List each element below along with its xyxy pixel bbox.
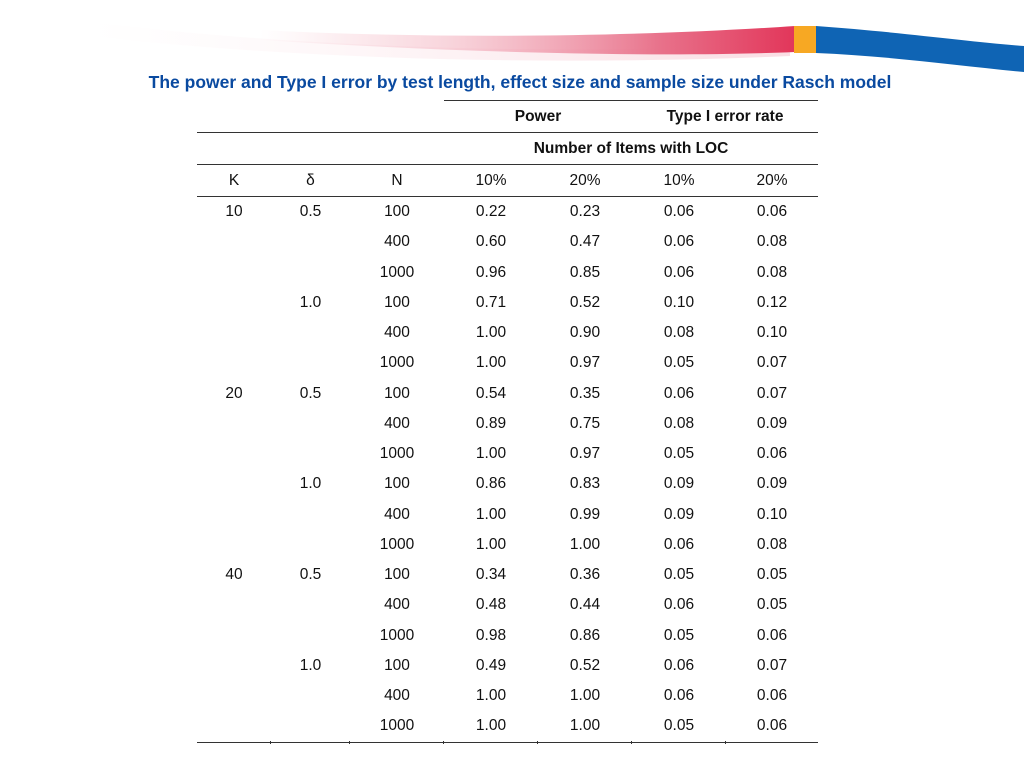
- header-blank: [197, 101, 444, 133]
- column-header: N: [350, 165, 444, 197]
- column-header: 10%: [444, 165, 538, 197]
- table-cell: 1.0: [299, 293, 322, 311]
- table-row: [197, 500, 818, 530]
- table-cell: 40: [225, 566, 243, 584]
- table-cell: 1.00: [538, 711, 632, 742]
- column-header: δ: [271, 165, 350, 197]
- table-row: [197, 288, 818, 318]
- table-cell: [271, 439, 350, 469]
- table-cell: [271, 681, 350, 711]
- table-cell: 0.08: [756, 535, 788, 553]
- table-cell: 0.06: [756, 626, 788, 644]
- table-cell: 1.00: [444, 711, 538, 742]
- table-row: [197, 197, 818, 228]
- table-cell: 0.22: [475, 203, 507, 221]
- table-cell: 0.06: [663, 596, 695, 614]
- table-cell: [197, 288, 271, 318]
- results-table: [197, 100, 818, 743]
- table-cell: 0.99: [569, 505, 601, 523]
- table-cell: [271, 530, 350, 560]
- table-cell: 1.00: [475, 354, 507, 372]
- table-cell: [197, 409, 271, 439]
- table-row: [197, 409, 818, 439]
- table-cell: 400: [384, 233, 410, 251]
- table-cell: 0.44: [569, 596, 601, 614]
- table-cell: 400: [384, 505, 410, 523]
- table-cell: 100: [384, 293, 410, 311]
- table-cell: 0.06: [663, 263, 695, 281]
- table-cell: 0.06: [756, 203, 788, 221]
- table-cell: 0.36: [569, 566, 601, 584]
- power-header: Power: [444, 101, 632, 133]
- table-cell: 0.5: [299, 566, 322, 584]
- table-cell: 0.06: [726, 711, 818, 742]
- table-cell: 0.05: [663, 626, 695, 644]
- table-cell: [271, 318, 350, 348]
- table-cell: 1000: [379, 535, 415, 553]
- table-cell: 0.09: [663, 505, 695, 523]
- table-cell: 0.98: [475, 626, 507, 644]
- table-cell: 0.75: [569, 414, 601, 432]
- column-divider-tick: [537, 741, 538, 744]
- table-cell: 0.52: [569, 656, 601, 674]
- table-cell: 0.89: [475, 414, 507, 432]
- table-cell: [197, 439, 271, 469]
- table-cell: [197, 318, 271, 348]
- subheader-blank: [197, 133, 444, 165]
- table-cell: 0.05: [663, 566, 695, 584]
- column-divider-tick: [349, 741, 350, 744]
- table-cell: 1000: [350, 711, 444, 742]
- table-cell: [197, 500, 271, 530]
- table-cell: 0.07: [756, 354, 788, 372]
- table-cell: 0.05: [756, 566, 788, 584]
- table-cell: 0.05: [663, 445, 695, 463]
- table-cell: 0.05: [663, 354, 695, 372]
- column-header: K: [197, 165, 271, 197]
- column-header: 10%: [632, 165, 726, 197]
- table-row: [197, 560, 818, 590]
- table-cell: 1000: [379, 626, 415, 644]
- table-cell: 0.06: [756, 687, 788, 705]
- column-divider-tick: [270, 741, 271, 744]
- table-cell: [197, 621, 271, 651]
- table-cell: [197, 711, 271, 742]
- table-cell: 0.06: [663, 203, 695, 221]
- table-cell: 0.85: [569, 263, 601, 281]
- table-cell: 0.05: [632, 711, 726, 742]
- table-cell: 0.12: [756, 293, 788, 311]
- banner-blue-band: [816, 26, 1024, 72]
- table-cell: 0.09: [756, 414, 788, 432]
- table-cell: 400: [384, 687, 410, 705]
- type1-error-header: Type I error rate: [632, 101, 818, 133]
- table-cell: 100: [384, 566, 410, 584]
- table-row: [197, 379, 818, 409]
- table-cell: 0.10: [756, 505, 788, 523]
- table-row: [197, 530, 818, 560]
- table-cell: 0.09: [756, 475, 788, 493]
- table-cell: 0.05: [756, 596, 788, 614]
- table-cell: 0.06: [756, 445, 788, 463]
- table-cell: 0.97: [569, 445, 601, 463]
- table-cell: 1000: [379, 354, 415, 372]
- table-cell: 1.00: [475, 505, 507, 523]
- table-cell: 0.5: [299, 384, 322, 402]
- table-cell: [271, 500, 350, 530]
- table-cell: 0.08: [663, 324, 695, 342]
- table-cell: 0.54: [475, 384, 507, 402]
- table-cell: 400: [384, 414, 410, 432]
- table-cell: 0.90: [569, 324, 601, 342]
- table-cell: [197, 227, 271, 257]
- table-cell: [271, 711, 350, 742]
- table-cell: 20: [225, 384, 243, 402]
- table-cell: [197, 258, 271, 288]
- table-cell: 0.06: [663, 535, 695, 553]
- table-cell: 0.10: [663, 293, 695, 311]
- table-cell: [197, 530, 271, 560]
- table-cell: 0.06: [663, 656, 695, 674]
- table-cell: 1.0: [299, 475, 322, 493]
- table-row: [197, 318, 818, 348]
- table-cell: 0.48: [475, 596, 507, 614]
- table-cell: [197, 590, 271, 620]
- table-cell: 0.5: [299, 203, 322, 221]
- table-cell: 0.49: [475, 656, 507, 674]
- table-cell: 0.86: [475, 475, 507, 493]
- table-cell: 0.07: [756, 656, 788, 674]
- table-cell: [197, 651, 271, 681]
- table-cell: 400: [384, 596, 410, 614]
- table-row: [197, 439, 818, 469]
- table-cell: 1.00: [475, 687, 507, 705]
- table-cell: 0.08: [663, 414, 695, 432]
- table-cell: 10: [225, 203, 243, 221]
- table-cell: 0.06: [663, 687, 695, 705]
- table-cell: 0.96: [475, 263, 507, 281]
- subheader-row: [197, 133, 818, 165]
- table-row: [197, 651, 818, 681]
- table-cell: 0.97: [569, 354, 601, 372]
- table-row: [197, 227, 818, 257]
- column-header: 20%: [726, 165, 818, 197]
- table-row: [197, 681, 818, 711]
- header-banner: [0, 0, 1024, 80]
- table-cell: 0.86: [569, 626, 601, 644]
- items-with-loc-header: Number of Items with LOC: [444, 133, 818, 165]
- table-cell: 0.09: [663, 475, 695, 493]
- banner-orange-block: [794, 26, 816, 53]
- table-cell: 100: [384, 203, 410, 221]
- table-cell: 0.06: [663, 384, 695, 402]
- table-cell: 0.06: [663, 233, 695, 251]
- table-cell: 0.71: [475, 293, 507, 311]
- table-cell: 1000: [379, 445, 415, 463]
- table-cell: 0.08: [756, 233, 788, 251]
- table-cell: 1.0: [299, 656, 322, 674]
- table-cell: 1.00: [475, 535, 507, 553]
- table-cell: 1.00: [569, 535, 601, 553]
- column-divider-tick: [725, 741, 726, 744]
- table-cell: [271, 227, 350, 257]
- table-cell: 0.10: [756, 324, 788, 342]
- table-cell: [271, 409, 350, 439]
- column-divider-tick: [443, 741, 444, 744]
- table-row: [197, 590, 818, 620]
- table-cell: [271, 348, 350, 378]
- table-cell: 100: [384, 656, 410, 674]
- table-cell: [197, 681, 271, 711]
- column-header: 20%: [538, 165, 632, 197]
- table-row: [197, 348, 818, 378]
- table-cell: 100: [384, 475, 410, 493]
- table-cell: 0.07: [756, 384, 788, 402]
- column-divider-tick: [631, 741, 632, 744]
- table-cell: 0.23: [569, 203, 601, 221]
- table-cell: 0.34: [475, 566, 507, 584]
- table-cell: 0.08: [756, 263, 788, 281]
- table-cell: 1.00: [475, 324, 507, 342]
- table-cell: 1.00: [475, 445, 507, 463]
- table-cell: [271, 590, 350, 620]
- table-row: [197, 621, 818, 651]
- table-cell: [197, 469, 271, 499]
- table-cell: 0.60: [475, 233, 507, 251]
- table-cell: [197, 348, 271, 378]
- table-row: [197, 469, 818, 499]
- table-cell: [271, 621, 350, 651]
- table-cell: 100: [384, 384, 410, 402]
- table-cell: 0.47: [569, 233, 601, 251]
- table-cell: 1.00: [569, 687, 601, 705]
- table-row: [197, 258, 818, 288]
- group-header-row: [197, 101, 818, 133]
- table-cell: 0.52: [569, 293, 601, 311]
- table-body: [197, 197, 818, 743]
- table-cell: 1000: [379, 263, 415, 281]
- table-cell: [271, 258, 350, 288]
- page-title: The power and Type I error by test length, effect size and sample size under Rasch model: [148, 72, 892, 92]
- table-cell: 400: [384, 324, 410, 342]
- table-row: [197, 711, 818, 742]
- table-cell: 0.83: [569, 475, 601, 493]
- column-header-row: [197, 165, 818, 197]
- table-cell: 0.35: [569, 384, 601, 402]
